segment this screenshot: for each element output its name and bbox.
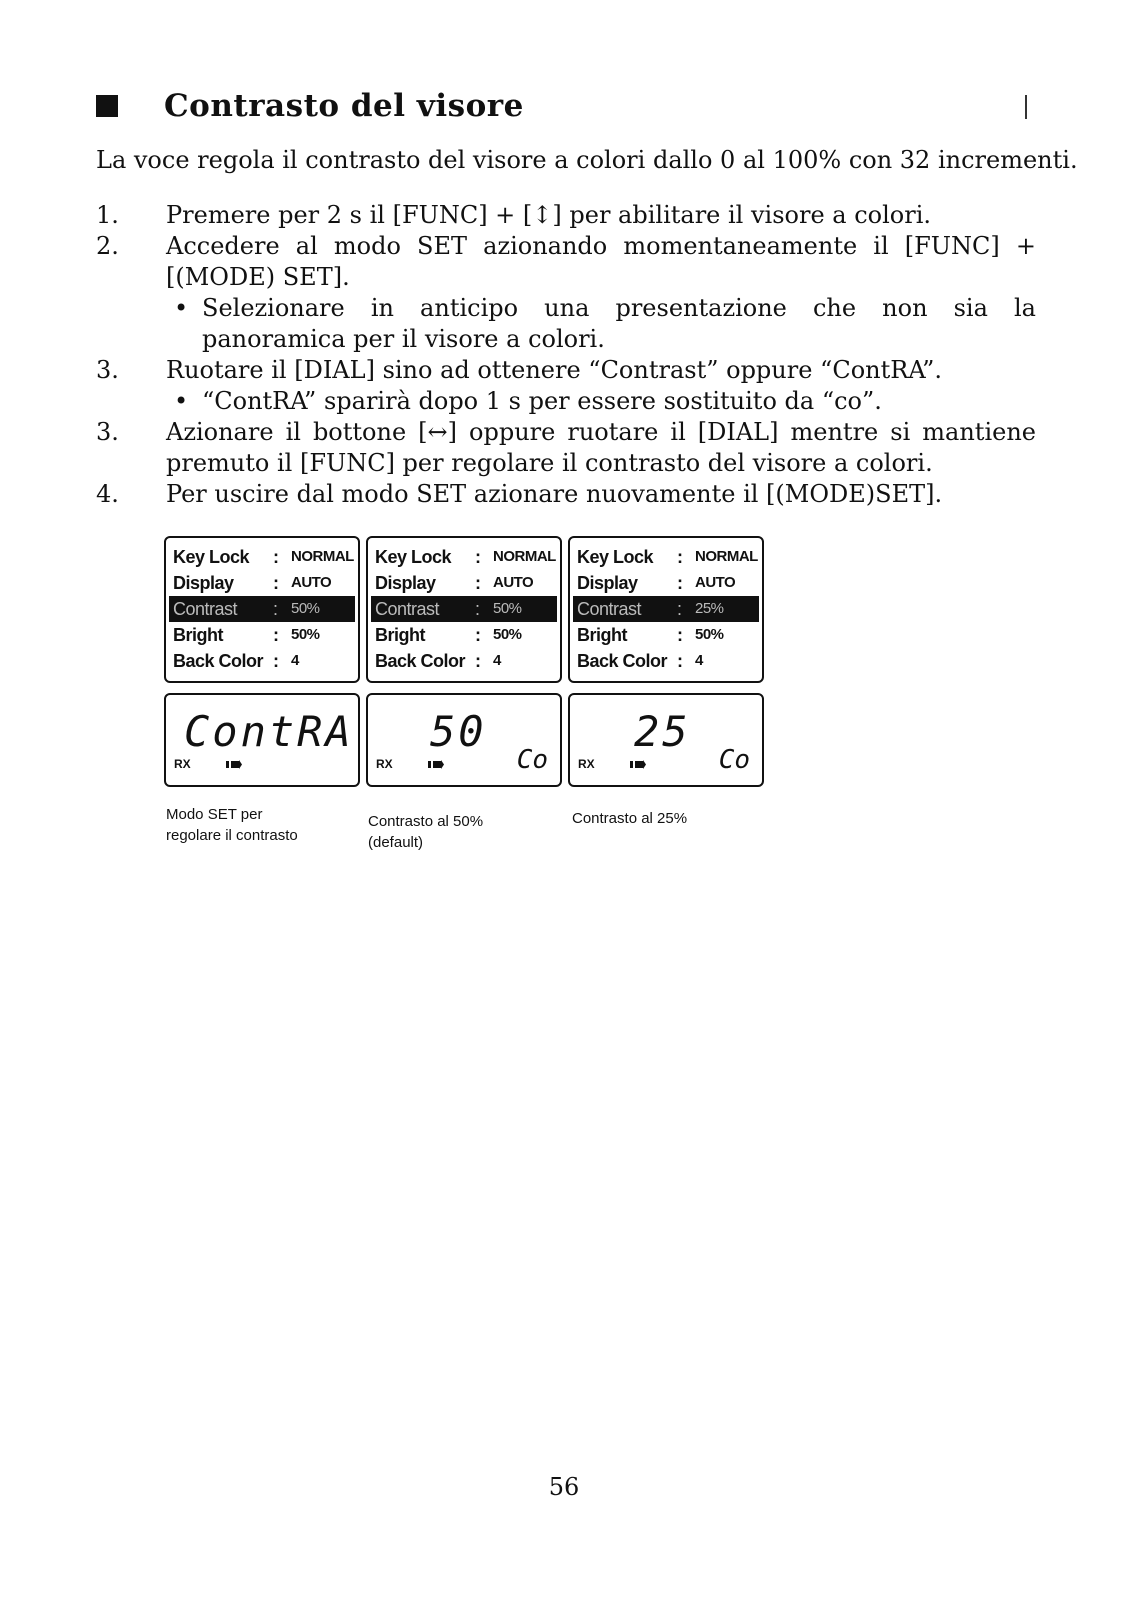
step-number: 4.: [96, 480, 119, 508]
segment-display-panel: [568, 693, 764, 787]
step-item: [96, 417, 1036, 479]
intro-text: La voce regola il contrasto del visore a colori dallo 0 al 100% con 32 incrementi.: [96, 146, 1078, 174]
menu-label: Key Lock: [173, 547, 250, 567]
menu-row: [375, 570, 556, 596]
menu-value: NORMAL: [493, 548, 556, 565]
figure-caption: [166, 804, 298, 846]
caption-line: Modo SET per: [166, 806, 263, 823]
menu-separator: :: [677, 573, 683, 593]
menu-value: NORMAL: [291, 548, 354, 565]
menu-row: [577, 544, 758, 570]
step-text: Azionare il bottone [↔] oppure ruotare il [DIAL] mentre si mantiene premuto il [FUNC] per regolare il contrasto del visore a colori.: [166, 418, 1036, 477]
menu-separator: :: [475, 651, 481, 671]
menu-label: Key Lock: [577, 547, 654, 567]
menu-separator: :: [475, 547, 481, 567]
steps-list: [96, 200, 1036, 510]
signal-icon: [428, 760, 444, 769]
segment-main-readout: ContRA: [184, 707, 354, 756]
menu-display-panel: [366, 536, 562, 683]
menu-separator: :: [677, 547, 683, 567]
menu-row-selected: [573, 596, 759, 622]
section-heading: [96, 88, 524, 124]
menu-display-panel: [164, 536, 360, 683]
sub-step-item: [96, 293, 1036, 355]
menu-separator: :: [475, 573, 481, 593]
menu-value: 50%: [291, 626, 320, 643]
step-number: 3.: [96, 356, 119, 384]
menu-row-selected: [371, 596, 557, 622]
caption-line: Contrasto al 50%: [368, 813, 484, 830]
caption-line: regolare il contrasto: [166, 827, 298, 844]
menu-row: [173, 570, 354, 596]
menu-value: 50%: [493, 626, 522, 643]
figure-caption: [572, 808, 687, 829]
step-item: [96, 200, 1036, 231]
rx-indicator: RX: [578, 757, 595, 771]
menu-row: [577, 570, 758, 596]
square-bullet-icon: [96, 95, 118, 117]
menu-value: 4: [291, 652, 299, 669]
menu-label: Display: [173, 573, 234, 593]
bullet-dot: •: [174, 387, 189, 415]
menu-value: 25%: [695, 600, 724, 617]
menu-value: AUTO: [695, 574, 736, 591]
menu-separator: :: [273, 599, 279, 619]
menu-label: Back Color: [577, 651, 668, 671]
menu-row-selected: [169, 596, 355, 622]
rx-indicator: RX: [376, 757, 393, 771]
menu-label: Bright: [173, 625, 223, 645]
menu-separator: :: [273, 651, 279, 671]
menu-label: Contrast: [173, 599, 238, 619]
segment-display-panel: [366, 693, 562, 787]
menu-row: [577, 622, 758, 648]
segment-main-readout: 25: [634, 707, 691, 756]
sub-step-text: “ContRA” sparirà dopo 1 s per essere sostituito da “co”.: [202, 387, 882, 415]
menu-display-panel: [568, 536, 764, 683]
menu-row: [173, 622, 354, 648]
menu-label: Bright: [375, 625, 425, 645]
menu-label: Key Lock: [375, 547, 452, 567]
step-item: [96, 231, 1036, 293]
step-number: 2.: [96, 232, 119, 260]
menu-value: 50%: [493, 600, 522, 617]
menu-value: NORMAL: [695, 548, 758, 565]
section-title: Contrasto del visore: [164, 88, 524, 124]
step-item: [96, 355, 1036, 386]
step-number: 3.: [96, 418, 119, 446]
menu-row: [577, 648, 758, 674]
step-item: [96, 479, 1036, 510]
menu-label: Back Color: [375, 651, 466, 671]
menu-row: [375, 544, 556, 570]
step-text: Ruotare il [DIAL] sino ad ottenere “Contrast” oppure “ContRA”.: [166, 356, 943, 384]
menu-label: Bright: [577, 625, 627, 645]
segment-mode-readout: Co: [718, 745, 750, 775]
menu-label: Contrast: [577, 599, 642, 619]
signal-icon: [226, 760, 242, 769]
menu-separator: :: [677, 651, 683, 671]
step-text: Per uscire dal modo SET azionare nuovamente il [(MODE)SET].: [166, 480, 943, 508]
step-number: 1.: [96, 201, 119, 229]
menu-separator: :: [475, 599, 481, 619]
caption-line: Contrasto al 25%: [572, 810, 688, 827]
menu-row: [173, 544, 354, 570]
menu-label: Display: [375, 573, 436, 593]
signal-icon: [630, 760, 646, 769]
segment-main-readout: 50: [430, 707, 487, 756]
sub-step-text: Selezionare in anticipo una presentazione che non sia la panoramica per il visore a colori.: [202, 294, 1036, 353]
menu-value: 50%: [695, 626, 724, 643]
margin-mark: [1025, 95, 1027, 119]
menu-row: [173, 648, 354, 674]
menu-value: 4: [695, 652, 703, 669]
menu-separator: :: [273, 573, 279, 593]
page-number: 56: [548, 1473, 580, 1501]
menu-row: [375, 648, 556, 674]
bullet-dot: •: [174, 294, 189, 322]
menu-separator: :: [677, 625, 683, 645]
rx-indicator: RX: [174, 757, 191, 771]
segment-mode-readout: Co: [516, 745, 548, 775]
menu-separator: :: [273, 625, 279, 645]
menu-separator: :: [273, 547, 279, 567]
menu-value: 4: [493, 652, 501, 669]
caption-line: (default): [368, 834, 424, 851]
menu-value: AUTO: [291, 574, 332, 591]
sub-step-item: [96, 386, 1036, 417]
menu-label: Contrast: [375, 599, 440, 619]
segment-display-panel: [164, 693, 360, 787]
menu-value: 50%: [291, 600, 320, 617]
step-text: Accedere al modo SET azionando momentaneamente il [FUNC] + [(MODE) SET].: [166, 232, 1036, 291]
figure-caption: [368, 811, 483, 853]
menu-separator: :: [677, 599, 683, 619]
menu-separator: :: [475, 625, 481, 645]
step-text: Premere per 2 s il [FUNC] + [↕] per abilitare il visore a colori.: [166, 201, 932, 229]
menu-row: [375, 622, 556, 648]
menu-label: Back Color: [173, 651, 264, 671]
menu-value: AUTO: [493, 574, 534, 591]
menu-label: Display: [577, 573, 638, 593]
